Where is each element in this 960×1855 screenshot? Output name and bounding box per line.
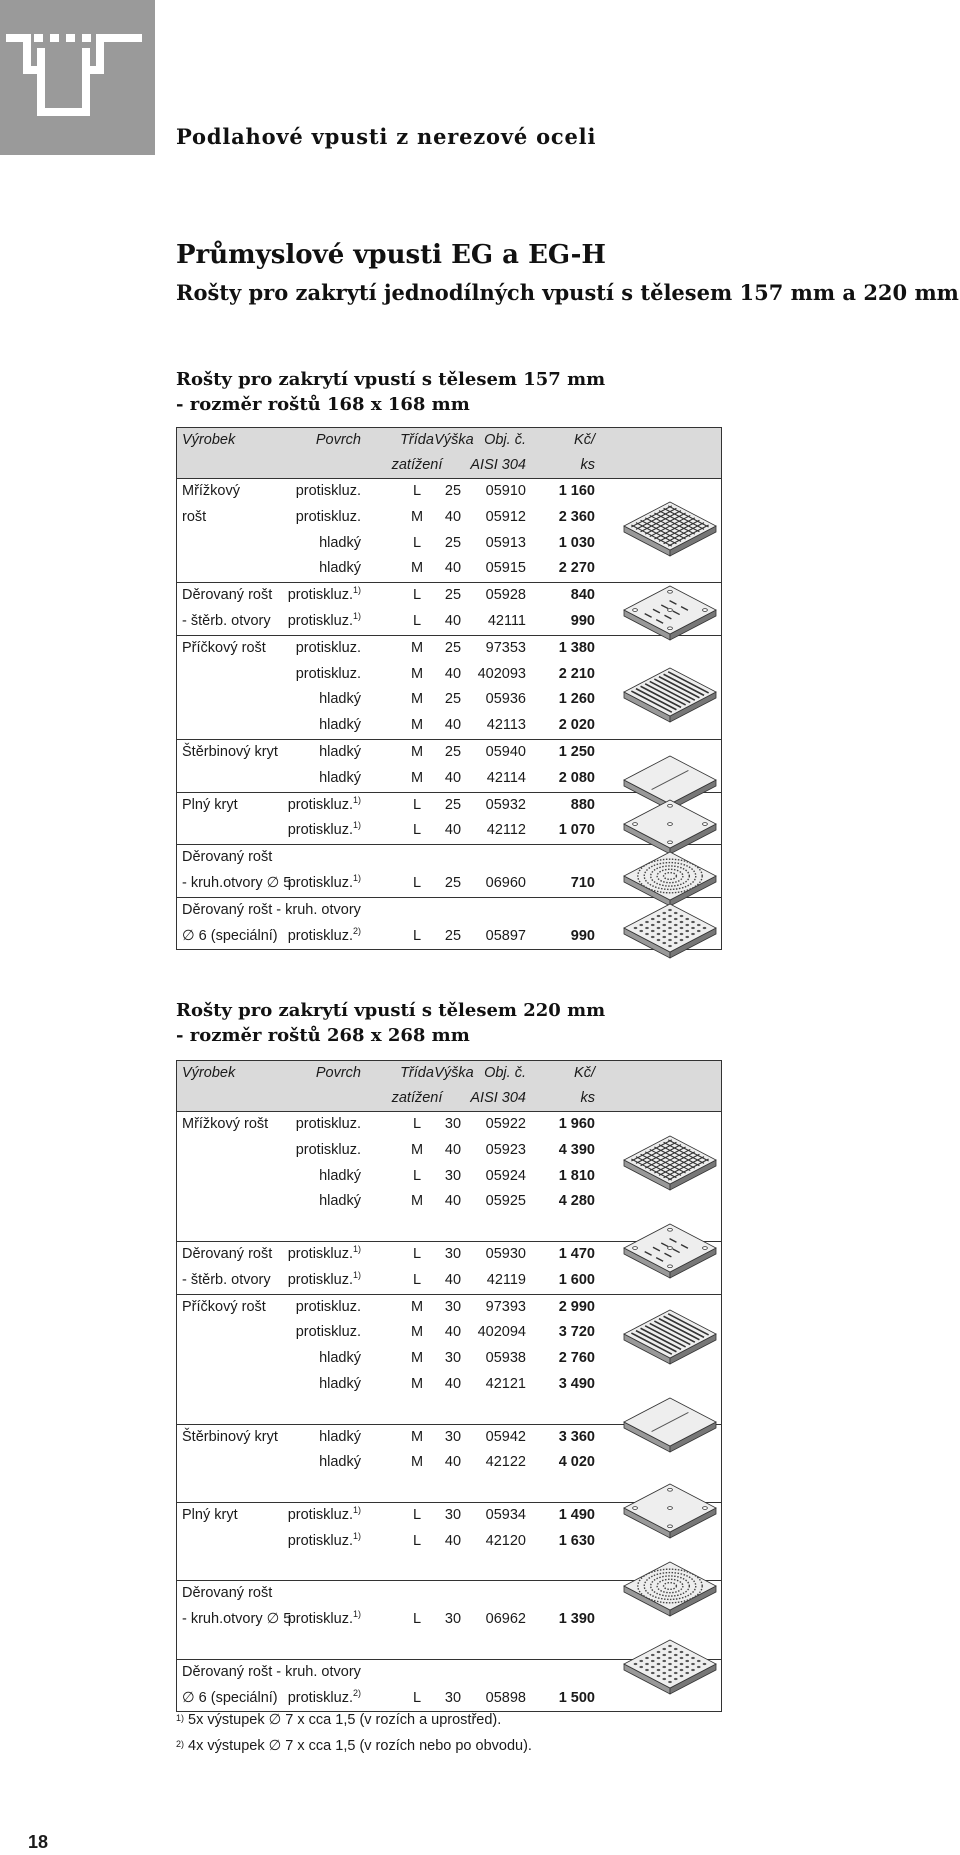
- table1-heading: [176, 367, 605, 417]
- cell-product: Příčkový rošt: [182, 1298, 266, 1315]
- cell-h: 25: [444, 483, 462, 499]
- cell-price: 1 070: [558, 822, 595, 839]
- cell-price: 2 020: [558, 717, 595, 734]
- cell-cls: M: [410, 1298, 424, 1315]
- table2-col-code_1: Obj. č.: [484, 1065, 526, 1081]
- cell-product: Děrovaný rošt: [182, 587, 273, 604]
- cell-surface: hladký: [319, 534, 361, 551]
- cell-price: 4 020: [558, 1454, 595, 1471]
- cell-code: 06962: [485, 1611, 526, 1628]
- grid-plate-icon: [620, 498, 720, 560]
- cell-surface: protiskluz.$^{1)}$: [287, 1243, 361, 1262]
- table2-header: [177, 1061, 721, 1112]
- table1-header: [177, 428, 721, 479]
- cell-cls: L: [412, 534, 422, 551]
- cell-product: - štěrb. otvory: [182, 1271, 271, 1288]
- table1-header-row-1: [177, 428, 721, 453]
- cell-code: 05938: [485, 1350, 526, 1367]
- footnotes: [176, 1707, 532, 1759]
- cell-price: 3 360: [558, 1428, 595, 1445]
- cell-h: 25: [444, 639, 462, 656]
- table2-col-height: Výška: [434, 1065, 474, 1081]
- cell-surface: protiskluz.$^{1)}$: [287, 872, 361, 891]
- table1-col-price_1: Kč/: [574, 432, 595, 448]
- cell-product: ∅ 6 (speciální): [182, 927, 278, 944]
- table2-heading-line2: - rozměr roštů 268 x 268 mm: [176, 1025, 470, 1046]
- cell-cls: L: [412, 1245, 422, 1262]
- cell-cls: M: [410, 508, 424, 525]
- cell-cls: M: [410, 717, 424, 734]
- cell-surface: hladký: [319, 1193, 361, 1210]
- cell-h: 40: [444, 1324, 462, 1341]
- special-hole-grate-image: [620, 1636, 720, 1703]
- cell-price: 1 030: [558, 534, 595, 551]
- page-title: Průmyslové vpusti EG a EG-H: [176, 240, 606, 270]
- cell-code: 42119: [486, 1271, 526, 1288]
- solid-cover-image: [620, 1480, 720, 1547]
- footnote-ref: 1): [352, 872, 361, 883]
- cell-h: 25: [444, 743, 462, 760]
- cell-cls: L: [412, 1689, 422, 1706]
- cell-surface: protiskluz.: [295, 483, 361, 499]
- cell-price: 4 390: [558, 1141, 595, 1158]
- cell-cls: L: [412, 1271, 422, 1288]
- solid-plate-icon: [620, 1480, 720, 1542]
- slotted-plate-icon: [620, 582, 720, 644]
- footnote-ref: 1): [352, 1243, 361, 1254]
- slotted-grate-image: [620, 1220, 720, 1287]
- cell-h: 25: [444, 796, 462, 813]
- table2-col-class_2: zatížení: [391, 1090, 443, 1106]
- cell-surface: protiskluz.$^{1)}$: [287, 610, 361, 629]
- cell-code: 42122: [485, 1454, 526, 1471]
- cell-product: - štěrb. otvory: [182, 612, 271, 629]
- table1-col-height: Výška: [434, 432, 474, 448]
- cell-product: - kruh.otvory ∅ 5: [182, 1611, 292, 1628]
- cell-code: 05912: [485, 508, 526, 525]
- cell-product: Příčkový rošt: [182, 639, 266, 656]
- cell-cls: M: [410, 1324, 424, 1341]
- table1-heading-line1: Rošty pro zakrytí vpustí s tělesem 157 mm: [176, 369, 606, 390]
- cell-cls: M: [410, 1428, 424, 1445]
- table1-col-code_2: AISI 304: [470, 457, 526, 473]
- bar-grate-image: [620, 1306, 720, 1373]
- cell-product: - kruh.otvory ∅ 5: [182, 874, 292, 891]
- footnote-ref: 1): [352, 585, 361, 596]
- table2-col-price_2: ks: [580, 1090, 595, 1106]
- cell-h: 30: [444, 1245, 462, 1262]
- cell-h: 25: [444, 534, 462, 551]
- cell-surface: hladký: [319, 1375, 361, 1392]
- cell-h: 40: [444, 1271, 462, 1288]
- cell-price: 1 960: [558, 1116, 595, 1132]
- cell-surface: hladký: [319, 560, 361, 577]
- page-subtitle: Rošty pro zakrytí jednodílných vpustí s tělesem 157 mm a 220 mm: [176, 280, 959, 305]
- cell-cls: M: [410, 1350, 424, 1367]
- cell-cls: M: [410, 691, 424, 708]
- footnote-1: $^{1)}$ 5x výstupek ∅ 7 x cca 1,5 (v rozích a uprostřed).: [176, 1712, 502, 1728]
- cell-code: 42120: [485, 1532, 526, 1549]
- cell-code: 42111: [487, 612, 526, 629]
- cell-cls: L: [412, 822, 422, 839]
- table2-heading-line1: Rošty pro zakrytí vpustí s tělesem 220 mm: [176, 1000, 606, 1021]
- cell-price: 2 210: [558, 665, 595, 682]
- cell-code: 05930: [485, 1245, 526, 1262]
- bar-grate-image: [620, 664, 720, 731]
- cell-code: 05913: [485, 534, 526, 551]
- cell-surface: hladký: [319, 1350, 361, 1367]
- table1-heading-line2: - rozměr roštů 168 x 168 mm: [176, 394, 470, 415]
- cell-code: 05928: [485, 587, 526, 604]
- cell-price: 2 360: [558, 508, 595, 525]
- cell-price: 4 280: [558, 1193, 595, 1210]
- cell-h: 40: [444, 508, 462, 525]
- cell-code: 05910: [485, 483, 526, 499]
- cell-product: Děrovaný rošt: [182, 1585, 273, 1602]
- slotted-grate-image: [620, 582, 720, 649]
- cell-product: Plný kryt: [182, 1506, 238, 1523]
- cell-price: 990: [570, 927, 595, 944]
- grid-plate-icon: [620, 1132, 720, 1194]
- cell-product: Děrovaný rošt: [182, 849, 273, 866]
- cell-cls: L: [412, 587, 422, 604]
- cell-surface: protiskluz.$^{1)}$: [287, 1269, 361, 1288]
- cell-cls: M: [410, 743, 424, 760]
- footnote-2: $^{2)}$ 4x výstupek ∅ 7 x cca 1,5 (v rozích nebo po obvodu).: [176, 1738, 532, 1754]
- table2-col-product: Výrobek: [182, 1065, 236, 1081]
- cell-cls: L: [412, 796, 422, 813]
- cell-surface: hladký: [319, 1454, 361, 1471]
- cell-h: 25: [444, 927, 462, 944]
- cell-code: 05940: [485, 743, 526, 760]
- cell-price: 1 490: [558, 1506, 595, 1523]
- special-plate-icon: [620, 1636, 720, 1698]
- round-hole-grate-image: [620, 1558, 720, 1625]
- cell-code: 402093: [477, 665, 526, 682]
- cell-cls: M: [410, 665, 424, 682]
- cell-cls: L: [412, 612, 422, 629]
- cell-code: 42114: [486, 769, 526, 786]
- cell-code: 05923: [485, 1141, 526, 1158]
- cell-h: 40: [444, 560, 462, 577]
- cell-price: 3 720: [558, 1324, 595, 1341]
- grid-grate-image: [620, 1132, 720, 1199]
- cell-surface: protiskluz.$^{2)}$: [287, 925, 361, 944]
- footnote-ref: 1): [352, 794, 361, 805]
- cell-price: 710: [570, 874, 595, 891]
- table2-col-class_1: Třída: [400, 1065, 434, 1081]
- cell-price: 1 250: [558, 743, 595, 760]
- footnote-ref: 1): [352, 1609, 361, 1620]
- cell-cls: L: [412, 1532, 422, 1549]
- cell-product: Štěrbinový kryt: [182, 1428, 278, 1445]
- cell-code: 42112: [486, 822, 526, 839]
- cell-surface: protiskluz.$^{1)}$: [287, 820, 361, 839]
- cell-cls: M: [410, 1454, 424, 1471]
- cell-cls: L: [412, 1611, 422, 1628]
- cell-h: 30: [444, 1428, 462, 1445]
- cell-cls: L: [412, 1116, 422, 1132]
- section-heading: Podlahové vpusti z nerezové oceli: [176, 124, 597, 149]
- cell-cls: M: [410, 769, 424, 786]
- footnote-ref: 1): [352, 1269, 361, 1280]
- cell-h: 40: [444, 1454, 462, 1471]
- cell-price: 2 990: [558, 1298, 595, 1315]
- table2-header-row-2: [177, 1086, 721, 1111]
- table1-col-surface: Povrch: [315, 432, 361, 448]
- cell-code: 05925: [485, 1193, 526, 1210]
- cell-price: 1 260: [558, 691, 595, 708]
- cell-surface: protiskluz.$^{2)}$: [287, 1687, 361, 1706]
- table1-col-code_1: Obj. č.: [484, 432, 526, 448]
- table2-col-code_2: AISI 304: [470, 1090, 526, 1106]
- cell-code: 05897: [485, 927, 526, 944]
- cell-product: Děrovaný rošt: [182, 1245, 273, 1262]
- cell-code: 42121: [485, 1375, 526, 1392]
- cell-h: 25: [444, 874, 462, 891]
- cell-price: 1 390: [558, 1611, 595, 1628]
- table2-heading: [176, 998, 605, 1048]
- cell-h: 30: [444, 1611, 462, 1628]
- drain-logo-icon: [0, 0, 155, 155]
- grid-grate-image: [620, 498, 720, 565]
- cell-h: 40: [444, 665, 462, 682]
- cell-h: 25: [444, 587, 462, 604]
- footnote-ref: 1): [352, 1530, 361, 1541]
- cell-h: 30: [444, 1506, 462, 1523]
- round-plate-icon: [620, 1558, 720, 1620]
- cell-cls: L: [412, 483, 422, 499]
- special-plate-icon: [620, 900, 720, 962]
- cell-h: 30: [444, 1167, 462, 1184]
- table1-header-row-2: [177, 453, 721, 478]
- cell-h: 30: [444, 1116, 462, 1132]
- cell-code: 42113: [486, 717, 526, 734]
- cell-surface: hladký: [319, 1428, 361, 1445]
- cell-surface: protiskluz.: [295, 665, 361, 682]
- cell-price: 1 470: [558, 1245, 595, 1262]
- cell-price: 880: [570, 796, 595, 813]
- footnote-ref: 1): [352, 610, 361, 621]
- cell-surface: protiskluz.$^{1)}$: [287, 1609, 361, 1628]
- cell-surface: protiskluz.: [295, 1298, 361, 1315]
- bars-plate-icon: [620, 664, 720, 726]
- cell-h: 30: [444, 1350, 462, 1367]
- cell-surface: hladký: [319, 743, 361, 760]
- cell-product: Mřížkový: [182, 483, 240, 499]
- cell-code: 05915: [485, 560, 526, 577]
- cell-h: 40: [444, 1193, 462, 1210]
- table1-col-class_2: zatížení: [391, 457, 443, 473]
- cell-code: 05924: [485, 1167, 526, 1184]
- cell-product: Mřížkový rošt: [182, 1116, 269, 1132]
- cell-surface: protiskluz.$^{1)}$: [287, 794, 361, 813]
- cell-surface: protiskluz.$^{1)}$: [287, 585, 361, 604]
- cell-surface: protiskluz.$^{1)}$: [287, 1504, 361, 1523]
- cell-surface: protiskluz.: [295, 639, 361, 656]
- table2-col-price_1: Kč/: [574, 1065, 595, 1081]
- cell-surface: protiskluz.: [295, 1324, 361, 1341]
- table1-col-price_2: ks: [580, 457, 595, 473]
- cell-price: 3 490: [558, 1375, 595, 1392]
- cell-surface: hladký: [319, 1167, 361, 1184]
- cell-cls: M: [410, 639, 424, 656]
- cell-surface: protiskluz.: [295, 508, 361, 525]
- cell-code: 402094: [477, 1324, 526, 1341]
- cell-h: 40: [444, 1375, 462, 1392]
- cell-price: 1 600: [558, 1271, 595, 1288]
- bars-plate-icon: [620, 1306, 720, 1368]
- cell-code: 06960: [485, 874, 526, 891]
- cell-price: 2 080: [558, 769, 595, 786]
- cell-code: 05922: [485, 1116, 526, 1132]
- footnote-ref: 2): [352, 925, 361, 936]
- page-number: 18: [28, 1832, 49, 1852]
- cell-surface: hladký: [319, 769, 361, 786]
- cell-h: 40: [444, 612, 462, 629]
- cell-cls: L: [412, 874, 422, 891]
- table1-col-class_1: Třída: [400, 432, 434, 448]
- slot-cover-image: [620, 1394, 720, 1461]
- cell-product: ∅ 6 (speciální): [182, 1689, 278, 1706]
- cell-price: 2 760: [558, 1350, 595, 1367]
- cell-code: 05934: [485, 1506, 526, 1523]
- cell-surface: hladký: [319, 691, 361, 708]
- cell-surface: protiskluz.: [295, 1116, 361, 1132]
- cell-h: 40: [444, 769, 462, 786]
- footnote-ref: 2): [352, 1687, 361, 1698]
- cell-h: 25: [444, 691, 462, 708]
- cell-h: 30: [444, 1689, 462, 1706]
- cell-price: 1 380: [558, 639, 595, 656]
- cell-code: 05942: [485, 1428, 526, 1445]
- slot-plate-icon: [620, 1394, 720, 1456]
- cell-code: 05898: [485, 1689, 526, 1706]
- cell-cls: M: [410, 1193, 424, 1210]
- cell-product: Plný kryt: [182, 796, 238, 813]
- table2-header-row-1: [177, 1061, 721, 1086]
- cell-cls: L: [412, 927, 422, 944]
- cell-price: 840: [570, 587, 595, 604]
- cell-cls: M: [410, 560, 424, 577]
- cell-price: 1 630: [558, 1532, 595, 1549]
- cell-price: 1 500: [558, 1689, 595, 1706]
- cell-price: 1 810: [558, 1167, 595, 1184]
- cell-surface: hladký: [319, 717, 361, 734]
- table2-col-surface: Povrch: [315, 1065, 361, 1081]
- special-hole-grate-image: [620, 900, 720, 967]
- cell-h: 40: [444, 822, 462, 839]
- cell-cls: L: [412, 1167, 422, 1184]
- cell-product: Děrovaný rošt - kruh. otvory: [182, 1663, 361, 1680]
- cell-h: 40: [444, 1141, 462, 1158]
- cell-surface: protiskluz.: [295, 1141, 361, 1158]
- cell-product: Štěrbinový kryt: [182, 743, 278, 760]
- cell-cls: M: [410, 1375, 424, 1392]
- cell-code: 97393: [485, 1298, 526, 1315]
- cell-code: 05932: [485, 796, 526, 813]
- cell-h: 30: [444, 1298, 462, 1315]
- cell-product: Děrovaný rošt - kruh. otvory: [182, 901, 361, 918]
- footnote-ref: 1): [352, 820, 361, 831]
- table1-col-product: Výrobek: [182, 432, 236, 448]
- brand-logo: [0, 0, 155, 155]
- cell-code: 05936: [485, 691, 526, 708]
- slotted-plate-icon: [620, 1220, 720, 1282]
- footnote-ref: 1): [352, 1504, 361, 1515]
- cell-price: 2 270: [558, 560, 595, 577]
- cell-cls: L: [412, 1506, 422, 1523]
- cell-cls: M: [410, 1141, 424, 1158]
- cell-price: 1 160: [558, 483, 595, 499]
- cell-h: 40: [444, 717, 462, 734]
- cell-product: rošt: [182, 508, 207, 525]
- cell-price: 990: [570, 612, 595, 629]
- cell-code: 97353: [485, 639, 526, 656]
- cell-h: 40: [444, 1532, 462, 1549]
- cell-surface: protiskluz.$^{1)}$: [287, 1530, 361, 1549]
